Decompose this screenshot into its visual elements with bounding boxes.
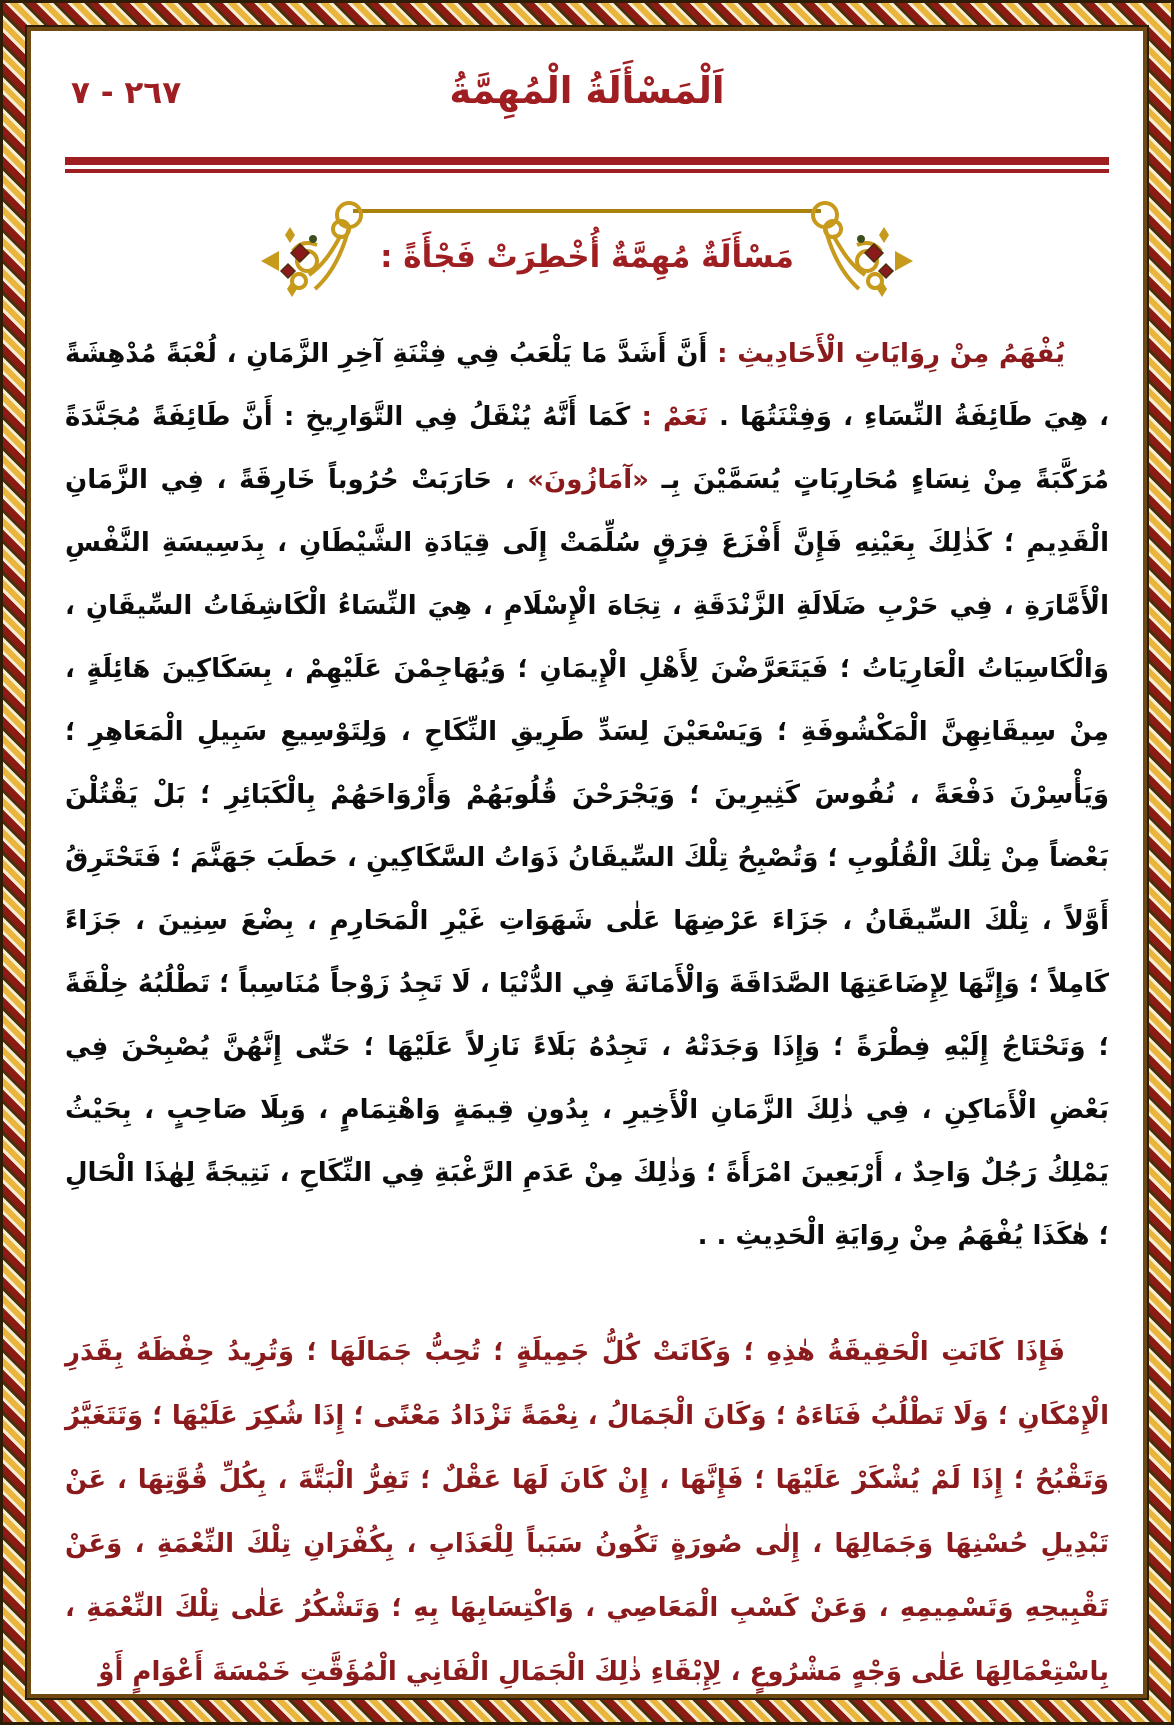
section-ornament [257, 195, 917, 307]
page-number: ٢٦٧ - ٧ [71, 75, 182, 111]
header-divider-thick [65, 157, 1109, 165]
body-paragraph-2-red: فَإِذَا كَانَتِ الْحَقِيقَةُ هٰذِهِ ؛ وَكَانَتْ كُلُّ جَمِيلَةٍ ؛ تُحِبُّ جَمَالَهَا ؛ وَتُرِيدُ حِفْظَهُ بِقَدَرِ الْإِمْكَانِ ؛ وَلَا تَطْلُبُ فَنَاءَهُ ؛ وَكَانَ الْجَمَالُ ، نِعْمَةً تَزْدَادُ مَعْنًى ؛ إِذَا شُكِرَ عَلَيْهَا ؛ وَتَتَغَيَّرُ وَتَقْبُحُ ؛ إِذَا لَمْ يُشْكَرْ عَلَيْهَا ؛ فَإِنَّهَا ، إِنْ كَانَ لَهَا عَقْلٌ ؛ تَفِرُّ الْبَتَّةَ ، بِكُلِّ قُوَّتِهَا ، عَنْ تَبْدِيلِ حُسْنِهَا وَجَمَالِهَا ، إِلٰى صُورَةٍ تَكُونُ سَبَباً لِلْعَذَابِ ، بِكُفْرَانِ تِلْكَ النِّعْمَةِ ، وَعَنْ تَقْبِيحِهِ وَتَسْمِيمِهِ ، وَعَنْ كَسْبِ الْمَعَاصِي ، وَاكْتِسَابِهَا بِهِ ؛ وَتَشْكُرُ عَلٰى تِلْكَ النِّعْمَةِ ، بِاسْتِعْمَالِهَا عَلٰى وَجْهٍ مَشْرُوعٍ ، لِإِبْقَاءِ ذٰلِكَ الْجَمَالِ الْفَانِي الْمُؤَقَّتِ خَمْسَةَ أَعْوَامٍ أَوْ [65, 1337, 1109, 1687]
body-text [65, 323, 1109, 1704]
section-title: مَسْأَلَةٌ مُهِمَّةٌ أُخْطِرَتْ فَجْأَةً : [380, 239, 794, 275]
page-header [65, 57, 1109, 143]
header-divider-thin [65, 169, 1109, 173]
page-title: اَلْمَسْأَلَةُ الْمُهِمَّةُ [449, 69, 725, 112]
body-paragraph-1: يُفْهَمُ مِنْ رِوَايَاتِ الْأَحَادِيثِ : أَنَّ أَشَدَّ مَا يَلْعَبُ فِي فِتْنَةِ آخِرِ الزَّمَانِ ، لُعْبَةً مُدْهِشَةً ، هِيَ طَائِفَةُ النِّسَاءِ ، وَفِتْنَتُهَا . نَعَمْ : كَمَا أَنَّهُ يُنْقَلُ فِي التَّوَارِيخِ : أَنَّ طَائِفَةً مُجَنَّدَةً مُرَكَّبَةً مِنْ نِسَاءٍ مُحَارِبَاتٍ يُسَمَّيْنَ بِـ «آمَازُونَ» ، حَارَبَتْ حُرُوباً خَارِقَةً ، فِي الزَّمَانِ الْقَدِيمِ ؛ كَذٰلِكَ بِعَيْنِهِ فَإِنَّ أَفْزَعَ فِرَقٍ سُلِّمَتْ إِلَى قِيَادَةِ الشَّيْطَانِ ، بِدَسِيسَةِ النَّفْسِ الْأَمَّارَةِ ، فِي حَرْبِ ضَلَالَةِ الزَّنْدَقَةِ ، تِجَاهَ الْإِسْلَامِ ، هِيَ النِّسَاءُ الْكَاشِفَاتُ السِّيقَانِ ، وَالْكَاسِيَاتُ الْعَارِيَاتُ ؛ فَيَتَعَرَّضْنَ لِأَهْلِ الْإِيمَانِ ؛ وَيُهَاجِمْنَ عَلَيْهِمْ ، بِسَكَاكِينَ هَائِلَةٍ ، مِنْ سِيقَانِهِنَّ الْمَكْشُوفَةِ ؛ وَيَسْعَيْنَ لِسَدِّ طَرِيقِ النِّكَاحِ ، وَلِتَوْسِيعِ سَبِيلِ الْمَعَاهِرِ ؛ وَيَأْسِرْنَ دَفْعَةً ، نُفُوسَ كَثِيرِينَ ؛ وَيَجْرَحْنَ قُلُوبَهُمْ وَأَرْوَاحَهُمْ بِالْكَبَائِرِ ؛ بَلْ يَقْتُلْنَ بَعْضاً مِنْ تِلْكَ الْقُلُوبِ ؛ وَتُصْبِحُ تِلْكَ السِّيقَانُ ذَوَاتُ السَّكَاكِينِ ، حَطَبَ جَهَنَّمَ ؛ فَتَحْتَرِقُ أَوَّلاً ، تِلْكَ السِّيقَانُ ، جَزَاءَ عَرْضِهَا عَلٰى شَهَوَاتِ غَيْرِ الْمَحَارِمِ ، بِضْعَ سِنِينَ ، جَزَاءً كَامِلاً ؛ وَإِنَّهَا لِإِضَاعَتِهَا الصَّدَاقَةَ وَالْأَمَانَةَ فِي الدُّنْيَا ، لَا تَجِدُ زَوْجاً مُنَاسِباً ؛ تَطْلُبُهُ خِلْقَةً ؛ وَتَحْتَاجُ إِلَيْهِ فِطْرَةً ؛ وَإِذَا وَجَدَتْهُ ، تَجِدُهُ بَلَاءً نَازِلاً عَلَيْهَا ؛ حَتّٰى إِنَّهُنَّ يُصْبِحْنَ فِي بَعْضِ الْأَمَاكِنِ ، فِي ذٰلِكَ الزَّمَانِ الْأَخِيرِ ، بِدُونِ قِيمَةٍ وَاهْتِمَامٍ ، وَبِلَا صَاحِبٍ ، بِحَيْثُ يَمْلِكُ رَجُلٌ وَاحِدٌ ، أَرْبَعِينَ امْرَأَةً ؛ وَذٰلِكَ مِنْ عَدَمِ الرَّغْبَةِ فِي النِّكَاحِ ، نَتِيجَةً لِهٰذَا الْحَالِ ؛ هٰكَذَا يُفْهَمُ مِنْ رِوَايَةِ الْحَدِيثِ . . [65, 339, 1110, 1251]
page [27, 27, 1147, 1698]
